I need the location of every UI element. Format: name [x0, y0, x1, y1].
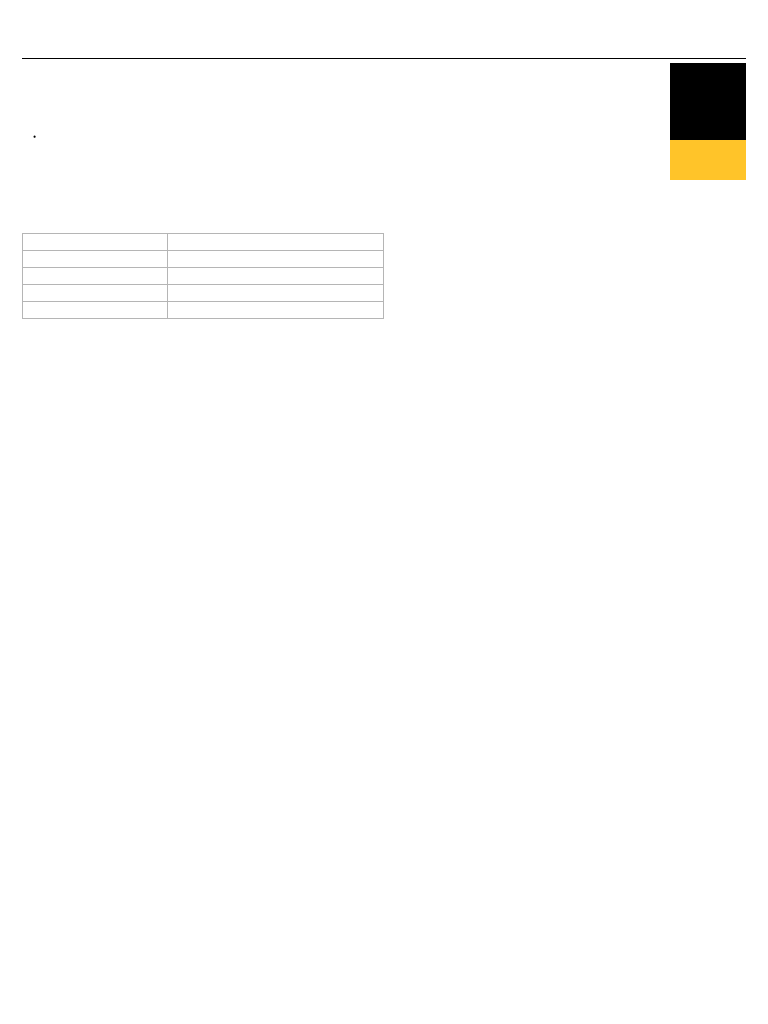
revision-date — [23, 302, 168, 319]
table-row — [23, 251, 384, 268]
revision-date — [23, 285, 168, 302]
logo-tagline-panel — [670, 140, 746, 180]
revision-date — [23, 268, 168, 285]
revision-description — [168, 285, 384, 302]
table-row — [23, 268, 384, 285]
table-row — [23, 302, 384, 319]
revision-date — [23, 251, 168, 268]
column-header-date — [23, 234, 168, 251]
university-logo — [670, 63, 746, 180]
revision-description — [168, 268, 384, 285]
column-header-description — [168, 234, 384, 251]
logo-wordmark-panel — [670, 63, 746, 140]
bullet-icon: • — [33, 132, 37, 142]
table-header-row — [23, 234, 384, 251]
table-row — [23, 285, 384, 302]
revision-description — [168, 251, 384, 268]
membership-list-item — [33, 132, 39, 143]
revision-description — [168, 302, 384, 319]
title-divider — [22, 58, 746, 59]
revision-table — [22, 233, 384, 319]
